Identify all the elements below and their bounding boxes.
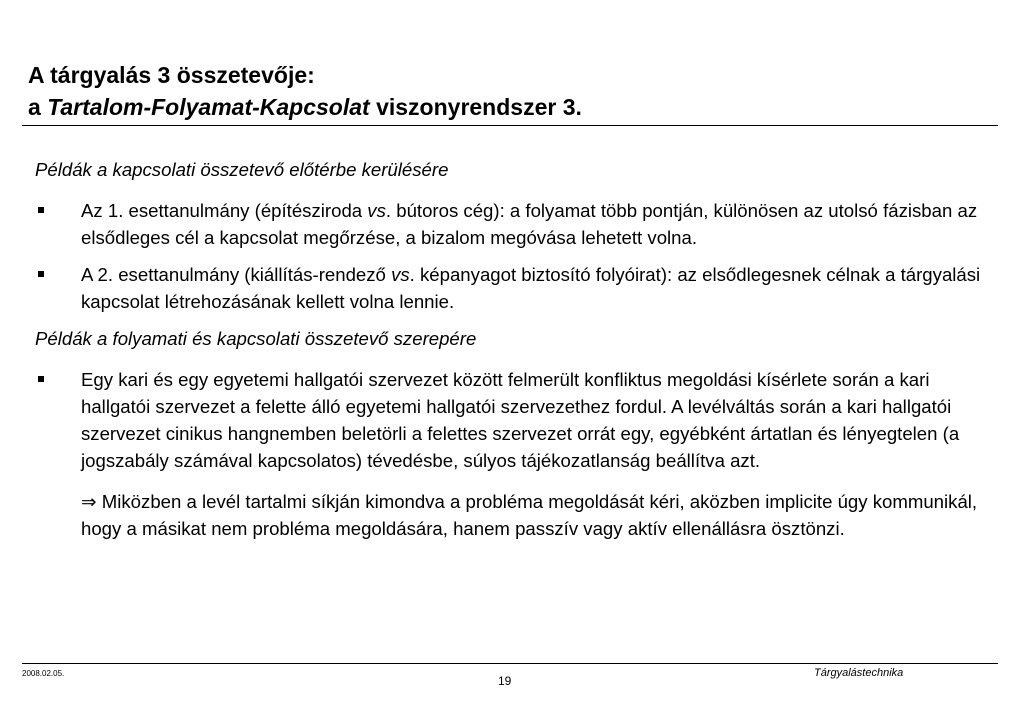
title-line-1: A tárgyalás 3 összetevője:	[28, 62, 315, 88]
bullet-text: A 2. esettanulmány (kiállítás-rendező	[81, 264, 392, 285]
footer-date: 2008.02.05.	[22, 669, 65, 678]
bullet-italic: vs	[391, 264, 410, 285]
implies-arrow-icon: ⇒	[81, 491, 97, 512]
title-divider	[22, 125, 998, 126]
section-heading-relationship: Példák a kapcsolati összetevő előtérbe kerülésére	[35, 159, 449, 180]
bullet-text: . bútoros cég): a folyamat több pontján, különösen az utolsó fázisban az elsődleges cél a kapcsolat megőrzése, a bizalom megóvása lehetett volna.	[81, 200, 978, 248]
bullet-student-organization	[35, 366, 993, 474]
bullet-text: . képanyagot biztosító folyóirat): az elsődlegesnek célnak a tárgyalási kapcsolat létrehozásának kellett volna lennie.	[81, 264, 981, 312]
page-number: 19	[498, 674, 512, 688]
implication-paragraph	[35, 488, 993, 542]
title-line-2-suffix: viszonyrendszer 3.	[369, 94, 582, 120]
bullet-text: Egy kari és egy egyetemi hallgatói szervezet között felmerült konfliktus megoldási kísérlete során a kari hallgatói szervezet a felette álló egyetemi hallgatói szervezethez fordul. A levélváltás során a kari hallgatói szervezet cinikus hangnemben beletörli a felettes szervezet orrát egy, egyébként ártatlan és lényegtelen (a jogszabály számával kapcsolatos) tévedésbe, súlyos tájékozatlanság beállítva azt.	[81, 369, 960, 471]
square-bullet-icon	[38, 207, 44, 213]
bullet-case-study-1	[35, 197, 993, 251]
footer-divider	[22, 663, 998, 664]
square-bullet-icon	[38, 376, 44, 382]
section-heading-process-relationship: Példák a folyamati és kapcsolati összetevő szerepére	[35, 328, 477, 349]
footer-course-name: Tárgyalástechnika	[814, 667, 904, 679]
title-line-2	[28, 91, 988, 123]
title-line-2-italic: Tartalom-Folyamat-Kapcsolat	[47, 94, 370, 120]
bullet-italic: vs	[367, 200, 386, 221]
title-line-2-prefix: a	[28, 94, 48, 120]
bullet-text: Az 1. esettanulmány (építésziroda	[81, 200, 368, 221]
slide-title	[28, 59, 988, 123]
bullet-case-study-2	[35, 261, 993, 315]
implication-text: Miközben a levél tartalmi síkján kimondva a probléma megoldását kéri, aközben implicite úgy kommunikál, hogy a másikat nem probléma megoldására, hanem passzív vagy aktív ellenállásra ösztönzi.	[81, 491, 978, 539]
square-bullet-icon	[38, 271, 44, 277]
slide-content	[35, 156, 993, 542]
